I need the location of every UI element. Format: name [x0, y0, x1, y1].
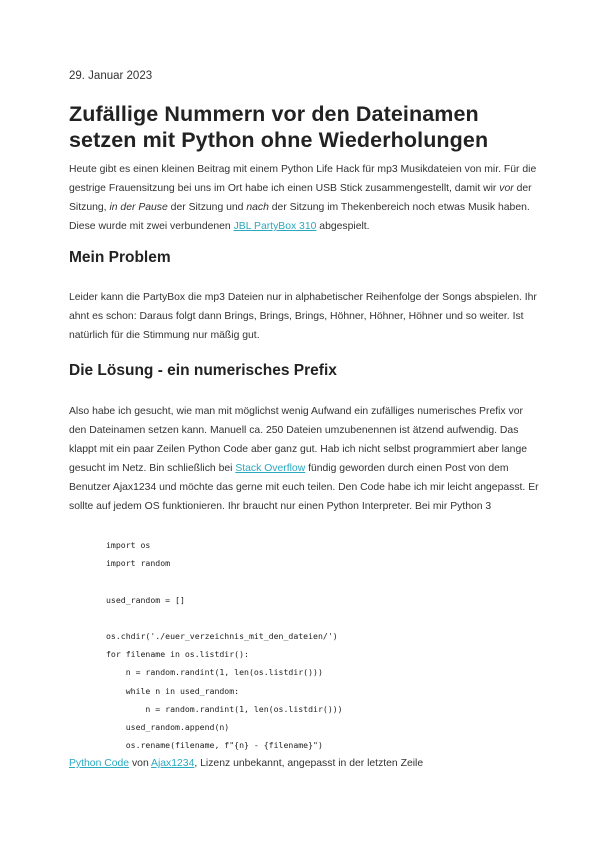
- python-code-link[interactable]: Python Code: [69, 758, 130, 769]
- solution-text-2: fündig geworden durch einen Post von dem Benutzer Ajax1234 und möchte das gerne mit euch teilen. Den Code habe ich mir leicht angepasst. Er sollte auf jedem OS funktionieren. Ihr braucht nur einen Python Interpreter. Bei mir Python 3: [69, 463, 539, 512]
- caption-text-1: von: [129, 758, 152, 769]
- code-line: os.rename(filename, f"{n} - {filename}"): [106, 740, 323, 751]
- jbl-partybox-link[interactable]: JBL PartyBox 310: [233, 221, 317, 232]
- post-date: 29. Januar 2023: [69, 70, 153, 82]
- intro-text-5: abgespielt.: [316, 221, 370, 232]
- intro-text-2: der Sitzung,: [69, 183, 532, 213]
- intro-em-vor: vor: [499, 183, 514, 194]
- code-line: while n in used_random:: [106, 685, 240, 696]
- code-line: [106, 609, 343, 627]
- code-line: import os: [106, 540, 151, 550]
- code-line: import random: [106, 558, 171, 569]
- code-caption: [69, 754, 423, 773]
- problem-heading: Mein Problem: [69, 249, 171, 266]
- code-line: used_random = []: [106, 594, 185, 605]
- intro-text-3: der Sitzung und: [167, 202, 247, 213]
- solution-text-1: Also habe ich gesucht, wie man mit möglichst wenig Aufwand ein zufälliges numerisches Prefix vor den Dateinamen setzen kann. Manuell ca. 250 Dateien umzubenennen ist ätzend aufwendig. Das klappt mit ein paar Zeilen Python Code aber ganz gut. Hab ich nicht selbst programmiert aber lange gesucht im Netz. Bin schließlich bei: [69, 406, 528, 474]
- solution-heading: Die Lösung - ein numerisches Prefix: [69, 362, 337, 379]
- intro-paragraph: [69, 160, 539, 236]
- code-line: os.chdir('./euer_verzeichnis_mit_den_dateien/'): [106, 630, 338, 641]
- intro-em-pause: in der Pause: [109, 202, 168, 213]
- stack-overflow-link[interactable]: Stack Overflow: [235, 463, 306, 474]
- solution-paragraph: [69, 402, 539, 516]
- caption-text-2: , Lizenz unbekannt, angepasst in der letzten Zeile: [194, 758, 424, 769]
- intro-text-1: Heute gibt es einen kleinen Beitrag mit einem Python Life Hack für mp3 Musikdateien von mir. Für die gestrige Frauensitzung bei uns im Ort habe ich einen USB Stick zusammengestellt, damit wir: [69, 164, 537, 194]
- code-line: for filename in os.listdir():: [106, 649, 249, 660]
- problem-paragraph: Leider kann die PartyBox die mp3 Dateien nur in alphabetischer Reihenfolge der Songs abspielen. Ihr ahnt es schon: Daraus folgt dann Brings, Brings, Brings, Höhner, Höhner, Höhner und so weiter. Ist natürlich für die Stimmung nur mäßig gut.: [69, 292, 537, 341]
- intro-text-4: der Sitzung im Thekenbereich noch etwas Musik haben. Diese wurde mit zwei verbundenen: [69, 202, 530, 232]
- post-title: Zufällige Nummern vor den Dateinamen setzen mit Python ohne Wiederholungen: [69, 102, 489, 152]
- ajax1234-link[interactable]: Ajax1234: [151, 758, 195, 769]
- code-block: [106, 536, 343, 754]
- code-line: [106, 572, 343, 590]
- code-line: used_random.append(n): [106, 721, 230, 732]
- code-line: n = random.randint(1, len(os.listdir())): [106, 667, 323, 678]
- code-line: n = random.randint(1, len(os.listdir())): [106, 703, 343, 714]
- intro-em-nach: nach: [246, 202, 269, 213]
